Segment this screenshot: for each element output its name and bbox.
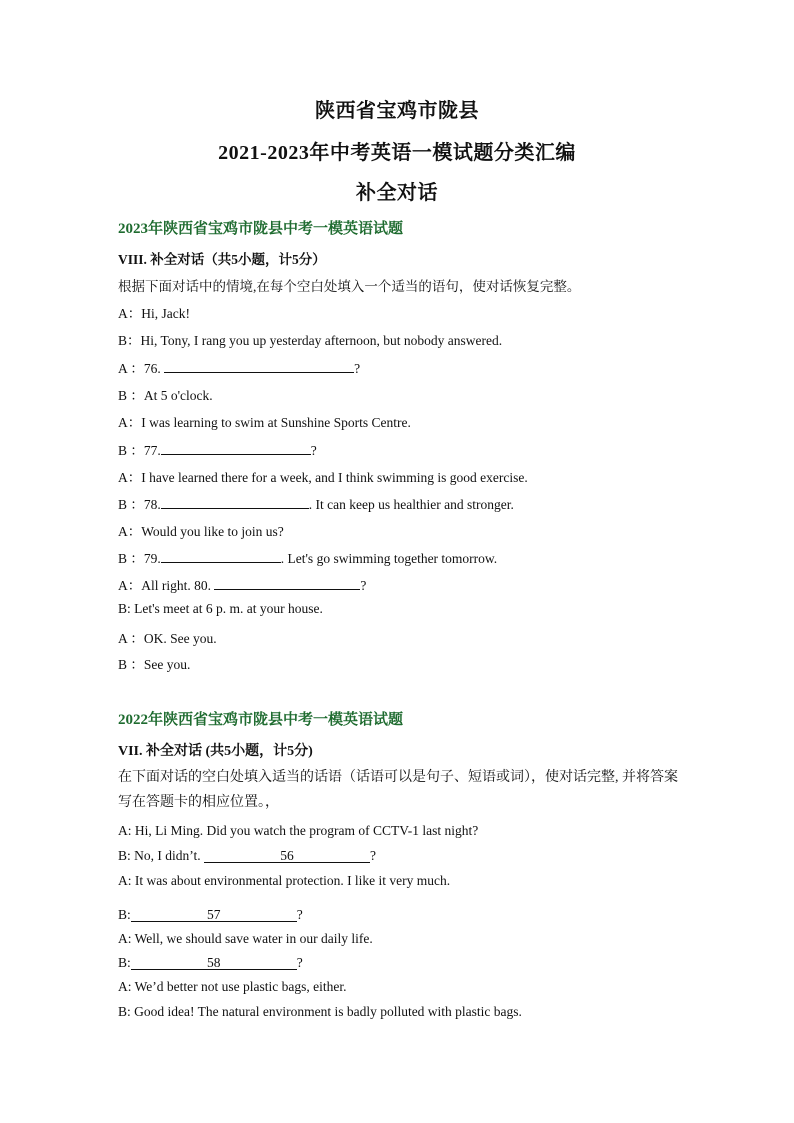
dialogue-prefix: B: (118, 955, 131, 970)
section-2023-heading: 2023年陕西省宝鸡市陇县中考一模英语试题 (118, 221, 404, 237)
dialogue-line-58 (118, 955, 303, 971)
dialogue-line: A：I was learning to swim at Sunshine Sports Centre. (118, 415, 411, 430)
dialogue-line: B: Good idea! The natural environment is badly polluted with plastic bags. (118, 1004, 522, 1019)
section-2023-part-title: VIII. 补全对话（共5小题，计5分） (118, 252, 326, 267)
answer-blank-80[interactable] (214, 575, 360, 590)
dialogue-line-80 (118, 574, 366, 594)
dialogue-line: A：I have learned there for a week, and I think swimming is good exercise. (118, 470, 528, 485)
dialogue-prefix: A ：76. (118, 361, 165, 376)
dialogue-suffix: ? (360, 578, 367, 593)
answer-blank-77[interactable] (161, 440, 311, 455)
doc-title-region: 陕西省宝鸡市陇县 (315, 100, 479, 122)
dialogue-suffix: . It can keep us healthier and stronger. (308, 497, 514, 512)
dialogue-line-56 (118, 848, 376, 864)
section-2022-instruction: 在下面对话的空白处填入适当的话语（话语可以是句子、短语或词），使对话完整, 并将答案写在答题卡的相应位置。， (118, 770, 678, 810)
dialogue-line: A: We’d better not use plastic bags, either. (118, 979, 347, 994)
dialogue-suffix: ? (296, 955, 303, 970)
answer-blank-57[interactable] (131, 907, 297, 922)
answer-blank-58[interactable] (131, 955, 297, 970)
dialogue-line-78 (118, 493, 514, 513)
dialogue-suffix: ? (370, 848, 377, 863)
dialogue-prefix: B ：79. (118, 551, 161, 566)
dialogue-line: A: Hi, Li Ming. Did you watch the program of CCTV-1 last night? (118, 823, 479, 838)
dialogue-line: A: It was about environmental protection. I like it very much. (118, 873, 451, 888)
question-number: 57 (207, 907, 221, 922)
dialogue-line-76 (118, 357, 360, 377)
answer-blank-56[interactable] (204, 848, 370, 863)
doc-title-years: 2021-2023年中考英语一模试题分类汇编 (218, 142, 576, 164)
dialogue-line: B ：See you. (118, 657, 191, 672)
dialogue-line: A：Hi, Jack! (118, 306, 190, 321)
section-2022-part-title: VII. 补全对话 (共5小题，计5分) (118, 744, 313, 759)
dialogue-line-77 (118, 439, 317, 459)
dialogue-line: A：Would you like to join us? (118, 524, 284, 539)
question-number: 56 (280, 848, 294, 863)
dialogue-suffix: ? (310, 443, 317, 458)
dialogue-line: A: Well, we should save water in our daily life. (118, 931, 373, 946)
dialogue-line-57 (118, 907, 303, 923)
dialogue-prefix: B ：78. (118, 497, 161, 512)
dialogue-suffix: ? (296, 907, 303, 922)
dialogue-line: B ：At 5 o'clock. (118, 388, 213, 403)
answer-blank-78[interactable] (161, 494, 309, 509)
dialogue-line: B: Let's meet at 6 p. m. at your house. (118, 601, 323, 616)
answer-blank-79[interactable] (161, 548, 281, 563)
dialogue-suffix: . Let's go swimming together tomorrow. (280, 551, 498, 566)
dialogue-suffix: ? (354, 361, 361, 376)
dialogue-prefix: B: No, I didn’t. (118, 848, 205, 863)
answer-blank-76[interactable] (164, 358, 354, 373)
section-2023-instruction: 根据下面对话中的情境,在每个空白处填入一个适当的语句，使对话恢复完整。 (118, 279, 581, 294)
dialogue-line: A ：OK. See you. (118, 631, 217, 646)
dialogue-line-79 (118, 547, 497, 567)
dialogue-line: B：Hi, Tony, I rang you up yesterday afternoon, but nobody answered. (118, 333, 503, 348)
section-2022-heading: 2022年陕西省宝鸡市陇县中考一模英语试题 (118, 712, 404, 728)
doc-title-topic: 补全对话 (356, 182, 438, 204)
dialogue-prefix: B ：77. (118, 443, 161, 458)
dialogue-prefix: A：All right. 80. (118, 578, 215, 593)
question-number: 58 (207, 955, 221, 970)
dialogue-prefix: B: (118, 907, 131, 922)
